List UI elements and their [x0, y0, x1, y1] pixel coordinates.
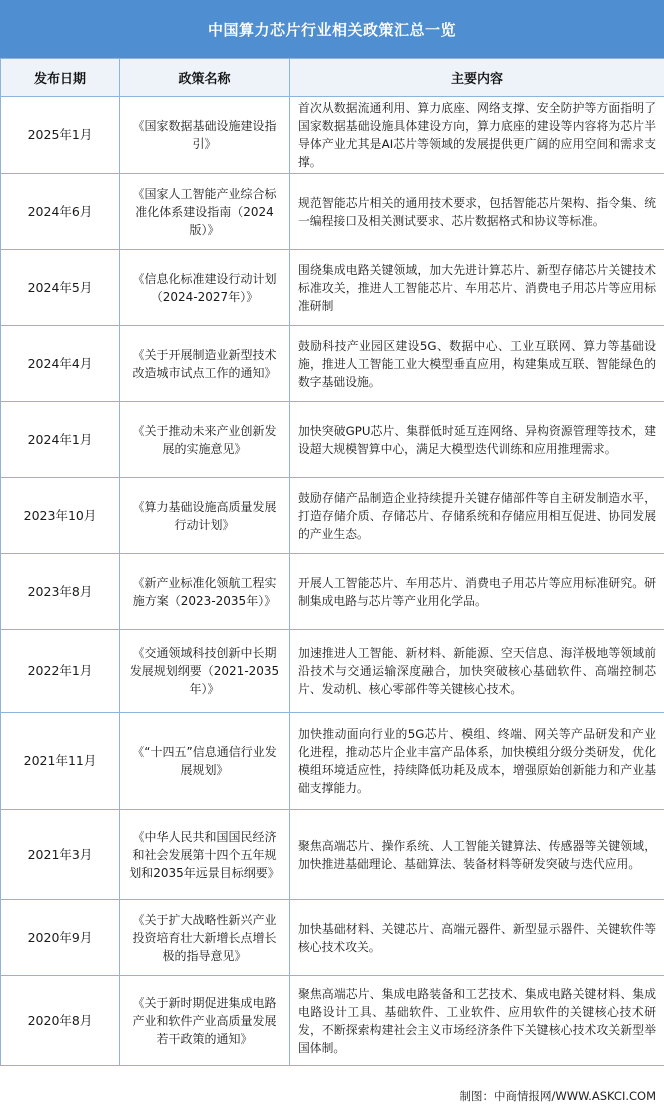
table-row — [1, 976, 664, 1066]
row-content: 聚焦高端芯片、操作系统、人工智能关键算法、传感器等关键领域，加快推进基础理论、基础算法、装备材料等研发突破与迭代应用。 — [290, 810, 664, 900]
row-policy-name: 《交通领域科技创新中长期发展规划纲要（2021-2035年）》 — [120, 630, 290, 713]
row-date: 2024年5月 — [1, 250, 120, 326]
row-date: 2021年3月 — [1, 810, 120, 900]
row-policy-name: 《算力基础设施高质量发展行动计划》 — [120, 478, 290, 554]
row-content: 加快推动面向行业的5G芯片、模组、终端、网关等产品研发和产业化进程，推动芯片企业丰富产品体系，加快模组分级分类研发，优化模组环境适应性，持续降低功耗及成本，增强原始创新能力和产业基础支撑能力。 — [290, 713, 664, 810]
row-date: 2021年11月 — [1, 713, 120, 810]
page-title: 中国算力芯片行业相关政策汇总一览 — [0, 0, 664, 58]
row-policy-name: 《新产业标准化领航工程实施方案（2023-2035年）》 — [120, 554, 290, 630]
row-date: 2024年1月 — [1, 402, 120, 478]
table-row — [1, 810, 664, 900]
row-policy-name: 《关于开展制造业新型技术改造城市试点工作的通知》 — [120, 326, 290, 402]
table-row — [1, 97, 664, 174]
row-content: 加速推进人工智能、新材料、新能源、空天信息、海洋极地等领域前沿技术与交通运输深度融合，加快突破核心基础软件、高端控制芯片、发动机、核心零部件等关键核心技术。 — [290, 630, 664, 713]
row-date: 2020年8月 — [1, 976, 120, 1066]
row-policy-name: 《关于新时期促进集成电路产业和软件产业高质量发展若干政策的通知》 — [120, 976, 290, 1066]
row-content: 规范智能芯片相关的通用技术要求，包括智能芯片架构、指令集、统一编程接口及相关测试要求、芯片数据格式和协议等标准。 — [290, 174, 664, 250]
table-row — [1, 402, 664, 478]
header-date: 发布日期 — [1, 59, 120, 97]
header-name: 政策名称 — [120, 59, 290, 97]
row-policy-name: 《信息化标准建设行动计划（2024-2027年）》 — [120, 250, 290, 326]
row-date: 2023年10月 — [1, 478, 120, 554]
row-date: 2025年1月 — [1, 97, 120, 174]
source-credit: 制图：中商情报网/WWW.ASKCI.COM — [459, 1089, 656, 1103]
row-content: 鼓励存储产品制造企业持续提升关键存储部件等自主研发制造水平，打造存储介质、存储芯片、存储系统和存储应用相互促进、协同发展的产业生态。 — [290, 478, 664, 554]
row-policy-name: 《国家数据基础设施建设指引》 — [120, 97, 290, 174]
row-content: 鼓励科技产业园区建设5G、数据中心、工业互联网、算力等基础设施，推进人工智能工业大模型垂直应用，构建集成互联、智能绿色的数字基础设施。 — [290, 326, 664, 402]
row-date: 2024年4月 — [1, 326, 120, 402]
row-policy-name: 《关于扩大战略性新兴产业投资培育壮大新增长点增长极的指导意见》 — [120, 900, 290, 976]
row-content: 聚焦高端芯片、集成电路装备和工艺技术、集成电路关键材料、集成电路设计工具、基础软件、工业软件、应用软件的关键核心技术研发，不断探索构建社会主义市场经济条件下关键核心技术攻关新型举国体制。 — [290, 976, 664, 1066]
row-content: 开展人工智能芯片、车用芯片、消费电子用芯片等应用标准研究。研制集成电路与芯片等产业用化学品。 — [290, 554, 664, 630]
row-date: 2020年9月 — [1, 900, 120, 976]
policy-table — [0, 58, 664, 1066]
row-content: 加快突破GPU芯片、集群低时延互连网络、异构资源管理等技术，建设超大规模智算中心，满足大模型迭代训练和应用推理需求。 — [290, 402, 664, 478]
table-row — [1, 174, 664, 250]
row-content: 加快基础材料、关键芯片、高端元器件、新型显示器件、关键软件等核心技术攻关。 — [290, 900, 664, 976]
table-header-row — [1, 59, 664, 97]
row-date: 2023年8月 — [1, 554, 120, 630]
row-policy-name: 《关于推动未来产业创新发展的实施意见》 — [120, 402, 290, 478]
table-row — [1, 713, 664, 810]
row-content: 首次从数据流通利用、算力底座、网络支撑、安全防护等方面指明了国家数据基础设施具体建设方向，算力底座的建设等内容将为芯片半导体产业尤其是AI芯片等领域的发展提供更广阔的应用空间和需求支撑。 — [290, 97, 664, 174]
row-policy-name: 《“十四五”信息通信行业发展规划》 — [120, 713, 290, 810]
table-row — [1, 900, 664, 976]
row-date: 2024年6月 — [1, 174, 120, 250]
table-row — [1, 326, 664, 402]
header-content: 主要内容 — [290, 59, 664, 97]
row-policy-name: 《中华人民共和国国民经济和社会发展第十四个五年规划和2035年远景目标纲要》 — [120, 810, 290, 900]
row-content: 围绕集成电路关键领域，加大先进计算芯片、新型存储芯片关键技术标准攻关，推进人工智能芯片、车用芯片、消费电子用芯片等应用标准研制 — [290, 250, 664, 326]
row-date: 2022年1月 — [1, 630, 120, 713]
table-row — [1, 554, 664, 630]
table-row — [1, 630, 664, 713]
table-row — [1, 478, 664, 554]
table-row — [1, 250, 664, 326]
row-policy-name: 《国家人工智能产业综合标准化体系建设指南（2024版）》 — [120, 174, 290, 250]
